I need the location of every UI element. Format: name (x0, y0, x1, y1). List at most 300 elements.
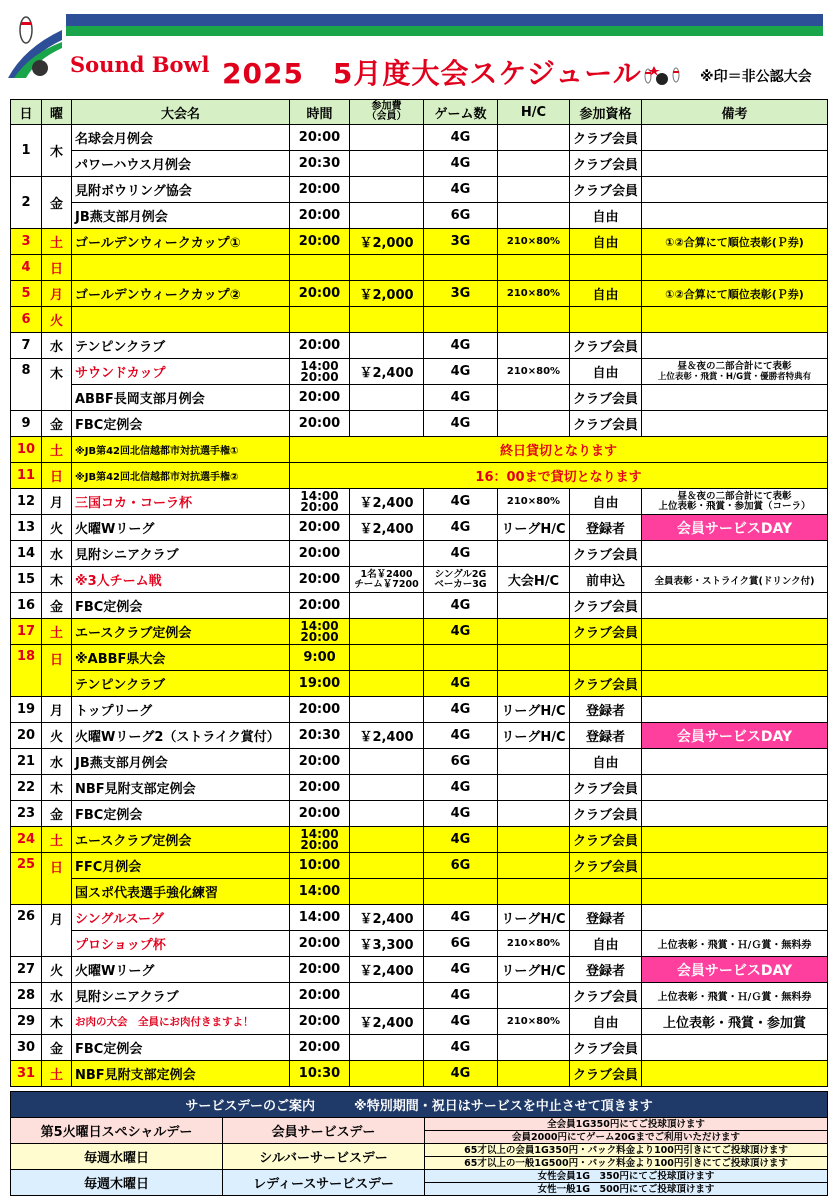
day-cell: 7 (11, 333, 42, 359)
fee-cell: ￥2,000 (350, 281, 424, 307)
dow-cell: 木 (42, 567, 72, 593)
qual-cell: 自由 (570, 931, 642, 957)
time-cell: 20:30 (290, 151, 350, 177)
games-cell: 4G (424, 333, 498, 359)
fee-cell: ￥2,400 (350, 359, 424, 385)
fee-cell: ￥2,400 (350, 489, 424, 515)
dow-cell: 土 (42, 229, 72, 255)
dow-cell: 火 (42, 723, 72, 749)
games-cell: 3G (424, 229, 498, 255)
hc-cell (498, 775, 570, 801)
table-row (11, 203, 828, 229)
dow-cell: 日 (42, 463, 72, 489)
games-cell: 4G (424, 489, 498, 515)
dow-cell: 木 (42, 359, 72, 411)
fee-cell (350, 411, 424, 437)
event-name: パワーハウス月例会 (72, 151, 290, 177)
event-name: 三国コカ・コーラ杯 (72, 489, 290, 515)
fee-cell (350, 203, 424, 229)
page-header (0, 0, 830, 98)
games-cell: 4G (424, 125, 498, 151)
hc-cell (498, 853, 570, 879)
remarks-cell (642, 775, 828, 801)
time-cell: 20:00 (290, 775, 350, 801)
table-row (11, 541, 828, 567)
event-name: プロショップ杯 (72, 931, 290, 957)
games-cell: 4G (424, 775, 498, 801)
table-row (11, 567, 828, 593)
day-cell: 18 (11, 645, 42, 697)
service-row (11, 1170, 828, 1183)
qual-cell: 自由 (570, 1009, 642, 1035)
qual-cell: クラブ会員 (570, 671, 642, 697)
remarks-cell (642, 1035, 828, 1061)
table-row (11, 853, 828, 879)
event-name: 見附シニアクラブ (72, 983, 290, 1009)
games-cell: 4G (424, 177, 498, 203)
event-name: サウンドカップ (72, 359, 290, 385)
service-day: 第5火曜日スペシャルデー (11, 1118, 223, 1144)
time-cell: 20:00 (290, 177, 350, 203)
hc-cell: 210×80% (498, 281, 570, 307)
dow-cell: 木 (42, 775, 72, 801)
remarks-cell (642, 177, 828, 203)
event-name: 名球会月例会 (72, 125, 290, 151)
qual-cell: クラブ会員 (570, 775, 642, 801)
qual-cell: クラブ会員 (570, 619, 642, 645)
event-name: FBC定例会 (72, 1035, 290, 1061)
day-cell: 4 (11, 255, 42, 281)
hc-cell (498, 801, 570, 827)
event-name: NBF見附支部定例会 (72, 1061, 290, 1087)
hc-cell (498, 1061, 570, 1087)
qual-cell: クラブ会員 (570, 1061, 642, 1087)
fee-cell (350, 775, 424, 801)
fee-cell: ￥2,400 (350, 515, 424, 541)
service-day-table (10, 1091, 828, 1196)
day-cell: 25 (11, 853, 42, 905)
games-cell: 4G (424, 801, 498, 827)
games-cell: 4G (424, 593, 498, 619)
table-row (11, 1009, 828, 1035)
day-cell: 15 (11, 567, 42, 593)
table-header-row (11, 100, 828, 125)
event-name: エースクラブ定例会 (72, 619, 290, 645)
qual-cell: クラブ会員 (570, 1035, 642, 1061)
day-cell: 14 (11, 541, 42, 567)
table-row (11, 801, 828, 827)
table-row (11, 1035, 828, 1061)
hc-cell (498, 593, 570, 619)
day-cell: 13 (11, 515, 42, 541)
day-cell: 27 (11, 957, 42, 983)
service-detail: 女性会員1G 350円にてご投球頂けます (425, 1170, 828, 1183)
day-cell: 30 (11, 1035, 42, 1061)
event-name: JB燕支部月例会 (72, 749, 290, 775)
day-cell: 20 (11, 723, 42, 749)
fee-cell: ￥2,400 (350, 1009, 424, 1035)
games-cell: 4G (424, 671, 498, 697)
table-row (11, 489, 828, 515)
member-service-badge: 会員サービスDAY (642, 515, 828, 541)
time-cell: 20:00 (290, 957, 350, 983)
hc-cell (498, 177, 570, 203)
header-stripe-blue (66, 14, 823, 26)
member-service-badge: 会員サービスDAY (642, 723, 828, 749)
qual-cell: クラブ会員 (570, 541, 642, 567)
remarks-cell (642, 827, 828, 853)
table-row (11, 827, 828, 853)
table-row (11, 593, 828, 619)
remarks-cell: 昼＆夜の二部合計にて表彰 上位表彰・飛賞・参加賞（コーラ） (642, 489, 828, 515)
games-cell: 4G (424, 385, 498, 411)
qual-cell: クラブ会員 (570, 177, 642, 203)
fee-cell (350, 671, 424, 697)
service-row (11, 1144, 828, 1157)
dow-cell: 土 (42, 437, 72, 463)
dow-cell: 木 (42, 125, 72, 177)
table-row (11, 125, 828, 151)
time-cell: 20:00 (290, 333, 350, 359)
hc-cell (498, 541, 570, 567)
dow-cell: 月 (42, 489, 72, 515)
games-cell: 4G (424, 515, 498, 541)
fee-cell (350, 749, 424, 775)
fee-cell (350, 1061, 424, 1087)
table-row (11, 385, 828, 411)
table-row (11, 281, 828, 307)
time-cell: 9:00 (290, 645, 350, 671)
service-detail: 全会員1G350円にてご投球頂けます (425, 1118, 828, 1131)
day-cell: 11 (11, 463, 42, 489)
remarks-cell (642, 151, 828, 177)
hc-cell: 210×80% (498, 229, 570, 255)
dow-cell: 金 (42, 593, 72, 619)
time-cell: 14:00 20:00 (290, 489, 350, 515)
day-cell: 19 (11, 697, 42, 723)
service-detail: 65才以上の一般1G500円・パック料金より100円引きにてご投球頂けます (425, 1157, 828, 1170)
games-cell: 4G (424, 411, 498, 437)
remarks-cell (642, 593, 828, 619)
table-row (11, 333, 828, 359)
qual-cell: クラブ会員 (570, 125, 642, 151)
dow-cell: 土 (42, 1061, 72, 1087)
fee-cell (350, 619, 424, 645)
remarks-cell (642, 905, 828, 931)
qual-cell: 登録者 (570, 515, 642, 541)
table-row (11, 307, 828, 333)
fee-cell: ￥3,300 (350, 931, 424, 957)
time-cell: 20:00 (290, 385, 350, 411)
time-cell: 20:00 (290, 411, 350, 437)
fee-cell (350, 853, 424, 879)
event-name: エースクラブ定例会 (72, 827, 290, 853)
time-cell: 20:00 (290, 1035, 350, 1061)
table-row (11, 931, 828, 957)
games-cell: 4G (424, 905, 498, 931)
dow-cell: 火 (42, 307, 72, 333)
table-row (11, 879, 828, 905)
qual-cell: 自由 (570, 203, 642, 229)
remarks-cell (642, 333, 828, 359)
hc-cell (498, 203, 570, 229)
hc-cell (498, 385, 570, 411)
fee-cell: ￥2,000 (350, 229, 424, 255)
hc-cell: リーグH/C (498, 905, 570, 931)
event-name: ※3人チーム戦 (72, 567, 290, 593)
table-row (11, 983, 828, 1009)
table-row (11, 411, 828, 437)
event-name: テンピンクラブ (72, 333, 290, 359)
games-cell: シングル2G ベーカー3G (424, 567, 498, 593)
games-cell: 3G (424, 281, 498, 307)
qual-cell: クラブ会員 (570, 411, 642, 437)
games-cell: 4G (424, 723, 498, 749)
remarks-cell: ①②合算にて順位表彰(Ｐ券) (642, 229, 828, 255)
table-row (11, 749, 828, 775)
fee-cell (350, 177, 424, 203)
dow-cell: 火 (42, 515, 72, 541)
service-detail: 女性一般1G 500円にてご投球頂けます (425, 1183, 828, 1196)
fee-cell (350, 801, 424, 827)
qual-cell: 登録者 (570, 905, 642, 931)
dow-cell: 水 (42, 749, 72, 775)
fee-cell (350, 151, 424, 177)
fee-cell: ￥2,400 (350, 723, 424, 749)
table-row (11, 619, 828, 645)
games-cell: 4G (424, 1061, 498, 1087)
qual-cell: クラブ会員 (570, 983, 642, 1009)
games-cell: 4G (424, 827, 498, 853)
table-row (11, 151, 828, 177)
service-name: シルバーサービスデー (223, 1144, 425, 1170)
fee-cell: ￥2,400 (350, 957, 424, 983)
time-cell: 20:00 (290, 567, 350, 593)
day-cell: 2 (11, 177, 42, 229)
event-name: 見附ボウリング協会 (72, 177, 290, 203)
time-cell: 20:00 (290, 1009, 350, 1035)
qual-cell: 自由 (570, 229, 642, 255)
remarks-cell (642, 697, 828, 723)
col-hc: H/C (498, 100, 570, 125)
hc-cell: リーグH/C (498, 697, 570, 723)
service-row (11, 1118, 828, 1131)
games-cell: 4G (424, 1009, 498, 1035)
time-cell: 20:00 (290, 541, 350, 567)
hc-cell (498, 749, 570, 775)
fee-cell: 1名￥2400 チーム￥7200 (350, 567, 424, 593)
event-name: 見附シニアクラブ (72, 541, 290, 567)
fee-cell (350, 125, 424, 151)
day-cell: 24 (11, 827, 42, 853)
day-cell: 31 (11, 1061, 42, 1087)
games-cell: 4G (424, 541, 498, 567)
hc-cell: 大会H/C (498, 567, 570, 593)
remarks-cell (642, 619, 828, 645)
time-cell: 20:00 (290, 515, 350, 541)
event-name: テンピンクラブ (72, 671, 290, 697)
time-cell: 20:00 (290, 749, 350, 775)
fee-cell (350, 697, 424, 723)
dow-cell: 日 (42, 853, 72, 905)
time-cell: 10:30 (290, 1061, 350, 1087)
time-cell: 14:00 20:00 (290, 359, 350, 385)
dow-cell: 金 (42, 801, 72, 827)
table-row (11, 359, 828, 385)
remarks-cell: 上位表彰・飛賞・Ｈ/Ｇ賞・無料券 (642, 931, 828, 957)
day-cell: 26 (11, 905, 42, 957)
dow-cell: 土 (42, 619, 72, 645)
hc-cell (498, 827, 570, 853)
fee-cell (350, 1035, 424, 1061)
fee-cell (350, 593, 424, 619)
schedule-table (10, 99, 828, 1087)
remarks-cell (642, 671, 828, 697)
event-name: 国スポ代表選手強化練習 (72, 879, 290, 905)
qual-cell: 自由 (570, 281, 642, 307)
dow-cell: 金 (42, 1035, 72, 1061)
table-row (11, 645, 828, 671)
event-name: ※JB第42回北信越都市対抗選手権① (72, 437, 290, 463)
table-row (11, 515, 828, 541)
fee-cell (350, 385, 424, 411)
hc-cell (498, 671, 570, 697)
closure-message: 終日貸切となります (290, 437, 828, 463)
dow-cell: 日 (42, 645, 72, 697)
remarks-cell: 全員表彰・ストライク賞(ドリンク付) (642, 567, 828, 593)
event-name: FBC定例会 (72, 801, 290, 827)
service-day-heading: サービスデーのご案内 ※特別期間・祝日はサービスを中止させて頂きます (11, 1092, 828, 1118)
day-cell: 12 (11, 489, 42, 515)
table-row (11, 229, 828, 255)
remarks-cell (642, 1061, 828, 1087)
day-cell: 9 (11, 411, 42, 437)
games-cell: 6G (424, 931, 498, 957)
qual-cell: クラブ会員 (570, 827, 642, 853)
qual-cell: 登録者 (570, 723, 642, 749)
hc-cell: リーグH/C (498, 515, 570, 541)
hc-cell (498, 125, 570, 151)
non-official-note: ※印＝非公認大会 (700, 69, 812, 85)
table-row (11, 255, 828, 281)
time-cell: 14:00 (290, 905, 350, 931)
dow-cell: 金 (42, 411, 72, 437)
service-day-heading-row (11, 1092, 828, 1118)
col-games: ゲーム数 (424, 100, 498, 125)
games-cell: 6G (424, 203, 498, 229)
qual-cell: クラブ会員 (570, 151, 642, 177)
remarks-cell (642, 125, 828, 151)
remarks-cell (642, 749, 828, 775)
games-cell: 4G (424, 983, 498, 1009)
col-time: 時間 (290, 100, 350, 125)
qual-cell: クラブ会員 (570, 333, 642, 359)
remarks-cell: 上位表彰・飛賞・Ｈ/Ｇ賞・無料券 (642, 983, 828, 1009)
time-cell: 20:30 (290, 723, 350, 749)
page-title: 2025 5月度大会スケジュール (222, 57, 642, 90)
service-name: レディースサービスデー (223, 1170, 425, 1196)
qual-cell: クラブ会員 (570, 385, 642, 411)
dow-cell: 月 (42, 697, 72, 723)
service-day: 毎週木曜日 (11, 1170, 223, 1196)
dow-cell: 月 (42, 905, 72, 957)
event-name: トップリーグ (72, 697, 290, 723)
day-cell: 10 (11, 437, 42, 463)
col-name: 大会名 (72, 100, 290, 125)
event-name: 火曜Wリーグ (72, 957, 290, 983)
remarks-cell: 上位表彰・飛賞・参加賞 (642, 1009, 828, 1035)
col-fee: 参加費 （会員） (350, 100, 424, 125)
hc-cell: 210×80% (498, 359, 570, 385)
table-row (11, 177, 828, 203)
qual-cell: クラブ会員 (570, 593, 642, 619)
day-cell: 29 (11, 1009, 42, 1035)
hc-cell (498, 1035, 570, 1061)
time-cell: 20:00 (290, 931, 350, 957)
dow-cell: 土 (42, 827, 72, 853)
time-cell: 20:00 (290, 229, 350, 255)
event-name: ゴールデンウィークカップ② (72, 281, 290, 307)
time-cell: 20:00 (290, 281, 350, 307)
hc-cell: 210×80% (498, 931, 570, 957)
games-cell: 6G (424, 749, 498, 775)
fee-cell (350, 827, 424, 853)
event-name: 火曜Wリーグ2（ストライク賞付） (72, 723, 290, 749)
day-cell: 3 (11, 229, 42, 255)
fee-cell (350, 983, 424, 1009)
time-cell: 20:00 (290, 697, 350, 723)
games-cell: 4G (424, 957, 498, 983)
event-name: NBF見附支部定例会 (72, 775, 290, 801)
hc-cell: リーグH/C (498, 957, 570, 983)
time-cell: 14:00 20:00 (290, 619, 350, 645)
games-cell: 6G (424, 853, 498, 879)
hc-cell (498, 411, 570, 437)
remarks-cell (642, 411, 828, 437)
day-cell: 5 (11, 281, 42, 307)
day-cell: 8 (11, 359, 42, 411)
games-cell: 4G (424, 151, 498, 177)
header-stripe-green (66, 26, 823, 36)
time-cell: 10:00 (290, 853, 350, 879)
remarks-cell (642, 853, 828, 879)
table-row (11, 775, 828, 801)
day-cell: 22 (11, 775, 42, 801)
remarks-cell (642, 801, 828, 827)
member-service-badge: 会員サービスDAY (642, 957, 828, 983)
col-day: 日 (11, 100, 42, 125)
table-row (11, 437, 828, 463)
day-cell: 17 (11, 619, 42, 645)
table-row (11, 463, 828, 489)
hc-cell: 210×80% (498, 489, 570, 515)
hc-cell (498, 619, 570, 645)
event-name: ゴールデンウィークカップ① (72, 229, 290, 255)
event-name: ABBF長岡支部月例会 (72, 385, 290, 411)
event-name: シングルスーグ (72, 905, 290, 931)
service-day: 毎週水曜日 (11, 1144, 223, 1170)
time-cell: 19:00 (290, 671, 350, 697)
day-cell: 6 (11, 307, 42, 333)
remarks-cell (642, 541, 828, 567)
event-name: FFC月例会 (72, 853, 290, 879)
dow-cell: 金 (42, 177, 72, 229)
qual-cell: 自由 (570, 359, 642, 385)
time-cell: 20:00 (290, 801, 350, 827)
dow-cell: 水 (42, 541, 72, 567)
qual-cell: 前申込 (570, 567, 642, 593)
day-cell: 16 (11, 593, 42, 619)
